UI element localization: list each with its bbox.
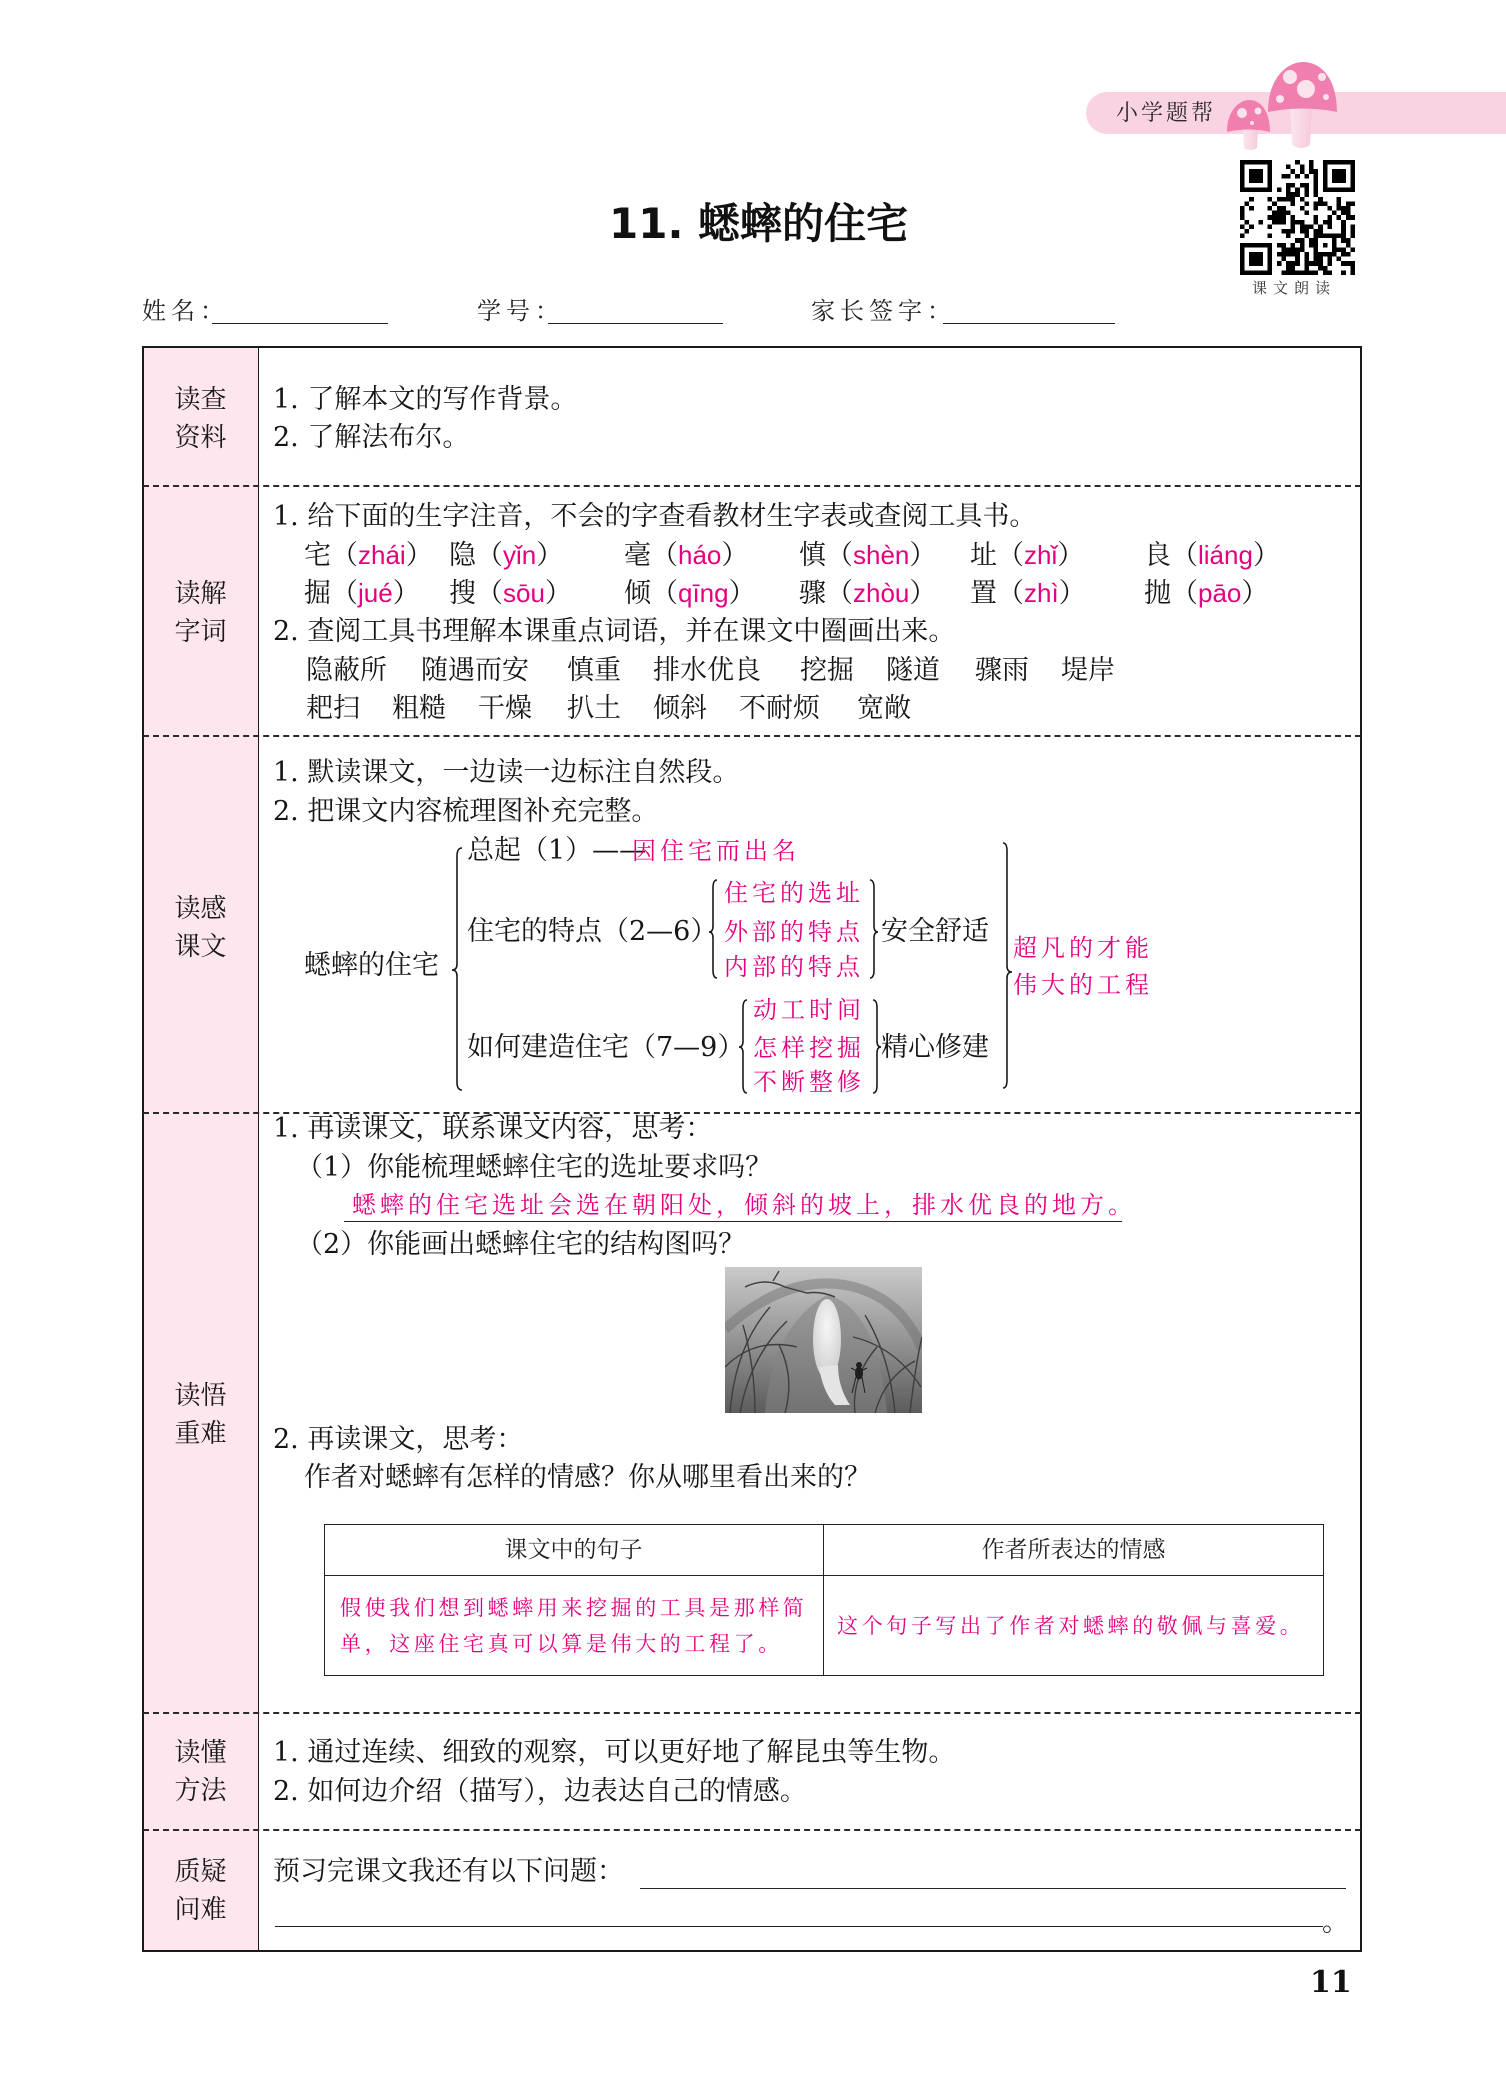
page-number: 11: [1310, 1965, 1352, 2000]
key-answer-1: 蟋蟀的住宅选址会选在朝阳处，倾斜的坡上，排水优良的地方。: [352, 1191, 1136, 1219]
name-field-label: 姓名：: [142, 297, 229, 325]
vocab-word: 隐蔽所: [306, 655, 387, 686]
pinyin-item: 倾（qīng）: [624, 578, 756, 609]
parent-sign-field-label: 家长签字：: [811, 297, 956, 325]
vocab-word: 堤岸: [1061, 655, 1115, 686]
mindmap-features-label: 住宅的特点（2—6）: [467, 916, 718, 947]
vocab-word: 扒土: [567, 693, 621, 724]
pinyin-item: 掘（jué）: [304, 578, 420, 609]
text-task-2: 2. 把课文内容梳理图补充完整。: [273, 796, 659, 827]
mindmap-features-summary: 安全舒适: [881, 916, 989, 947]
vocab-word: 随遇而安: [421, 655, 529, 686]
section-label-words: [142, 575, 259, 651]
vocab-word: 粗糙: [392, 693, 446, 724]
key-question-2: （2）你能画出蟋蟀住宅的结构图吗？: [296, 1229, 746, 1260]
student-no-field-label: 学号：: [477, 297, 564, 325]
vocab-word: 隧道: [886, 655, 940, 686]
label-line: 资料: [174, 423, 227, 453]
mindmap-intro-label: 总起（1）——: [467, 835, 647, 866]
row-divider: [143, 1829, 1361, 1831]
label-line: 字词: [174, 617, 227, 647]
pinyin-item: 隐（yǐn）: [449, 540, 564, 571]
answer-underline: [344, 1221, 1122, 1222]
label-line: 读查: [174, 385, 227, 415]
pinyin-item: 骤（zhòu）: [799, 578, 937, 609]
label-line: 读解: [174, 579, 227, 609]
row-divider: [143, 485, 1361, 487]
mindmap-building-answer: 动工时间: [753, 996, 865, 1024]
mindmap-root: 蟋蟀的住宅: [304, 950, 439, 981]
vocab-word: 慎重: [567, 655, 621, 686]
method-item: 2. 如何边介绍（描写），边表达自己的情感。: [273, 1776, 807, 1807]
pinyin-item: 抛（pāo）: [1144, 578, 1269, 609]
vocab-word: 骤雨: [975, 655, 1029, 686]
label-line: 读悟: [174, 1381, 227, 1411]
mindmap-feature-answer: 外部的特点: [724, 918, 864, 946]
section-label-research: [142, 381, 259, 457]
name-field[interactable]: [212, 323, 388, 324]
page-title: 11. 蟋蟀的住宅: [609, 199, 909, 248]
mindmap-feature-answer: 内部的特点: [724, 953, 864, 981]
label-line: 读感: [174, 894, 227, 924]
mindmap-building-answer: 怎样挖掘: [753, 1034, 865, 1062]
pinyin-item: 址（zhǐ）: [970, 540, 1085, 571]
questions-answer-line-1[interactable]: [640, 1888, 1346, 1889]
mindmap-building-answer: 不断整修: [753, 1068, 865, 1096]
label-line: 方法: [174, 1776, 227, 1806]
cricket-burrow-sketch-image: [725, 1267, 922, 1413]
row-divider: [143, 1712, 1361, 1714]
pinyin-item: 宅（zhái）: [304, 540, 433, 571]
pinyin-item: 良（liáng）: [1144, 540, 1280, 571]
section-label-method: [142, 1734, 259, 1810]
mindmap-conclusion: 伟大的工程: [1013, 971, 1153, 999]
questions-answer-line-2[interactable]: [275, 1926, 1323, 1927]
key-question-1: （1）你能梳理蟋蟀住宅的选址要求吗？: [296, 1152, 773, 1183]
brand-label: 小学题帮: [1116, 101, 1217, 126]
words-task-2: 2. 查阅工具书理解本课重点词语，并在课文中圈画出来。: [273, 616, 956, 647]
key-task-2: 2. 再读课文，思考：: [273, 1424, 524, 1455]
questions-prompt: 预习完课文我还有以下问题：: [273, 1856, 624, 1887]
table-header-divider: [325, 1575, 1323, 1576]
label-line: 课文: [174, 932, 227, 962]
section-label-questions: [142, 1853, 259, 1929]
mindmap-intro-answer: 因住宅而出名: [632, 837, 800, 865]
method-item: 1. 通过连续、细致的观察，可以更好地了解昆虫等生物。: [273, 1737, 956, 1768]
research-item: 2. 了解法布尔。: [273, 422, 470, 453]
words-task-1: 1. 给下面的生字注音，不会的字查看教材生字表或查阅工具书。: [273, 501, 1037, 532]
research-item: 1. 了解本文的写作背景。: [273, 384, 578, 415]
label-line: 问难: [174, 1895, 227, 1925]
vocab-word: 倾斜: [653, 693, 707, 724]
vocab-word: 耙扫: [306, 693, 360, 724]
vocab-word: 挖掘: [800, 655, 854, 686]
mushroom-icon: [1220, 55, 1350, 155]
pinyin-item: 毫（háo）: [624, 540, 749, 571]
questions-end-mark: 。: [1322, 1907, 1349, 1938]
vocab-word: 宽敞: [857, 693, 911, 724]
label-line: 读懂: [174, 1738, 227, 1768]
text-task-1: 1. 默读课文，一边读一边标注自然段。: [273, 757, 740, 788]
mindmap-building-summary: 精心修建: [881, 1032, 989, 1063]
key-question-3: 作者对蟋蟀有怎样的情感？你从哪里看出来的？: [304, 1462, 871, 1493]
vocab-word: 不耐烦: [739, 693, 820, 724]
mindmap-conclusion: 超凡的才能: [1013, 934, 1153, 962]
qr-code-icon[interactable]: [1240, 160, 1355, 275]
label-line: 质疑: [174, 1857, 227, 1887]
pinyin-item: 搜（sōu）: [449, 578, 572, 609]
vocab-word: 干燥: [478, 693, 532, 724]
parent-sign-field[interactable]: [943, 323, 1115, 324]
label-line: 重难: [174, 1419, 227, 1449]
key-task-1: 1. 再读课文，联系课文内容，思考：: [273, 1113, 713, 1144]
student-no-field[interactable]: [548, 323, 723, 324]
table-cell-emotion: 这个句子写出了作者对蟋蟀的敬佩与喜爱。: [837, 1614, 1305, 1638]
qr-caption: 课文朗读: [1252, 279, 1337, 297]
table-header-emotion: 作者所表达的情感: [981, 1537, 1166, 1563]
mindmap-feature-answer: 住宅的选址: [724, 879, 864, 907]
vocab-word: 排水优良: [653, 655, 761, 686]
section-label-text: [142, 890, 259, 966]
row-divider: [143, 735, 1361, 737]
table-header-sentence: 课文中的句子: [504, 1537, 643, 1563]
mindmap-building-label: 如何建造住宅（7—9）: [467, 1032, 745, 1063]
table-cell-sentence: 假使我们想到蟋蟀用来挖掘的工具是那样简单，这座住宅真可以算是伟大的工程了。: [340, 1596, 808, 1656]
pinyin-item: 慎（shèn）: [799, 540, 937, 571]
pinyin-item: 置（zhì）: [970, 578, 1086, 609]
section-label-key-points: [142, 1377, 259, 1453]
